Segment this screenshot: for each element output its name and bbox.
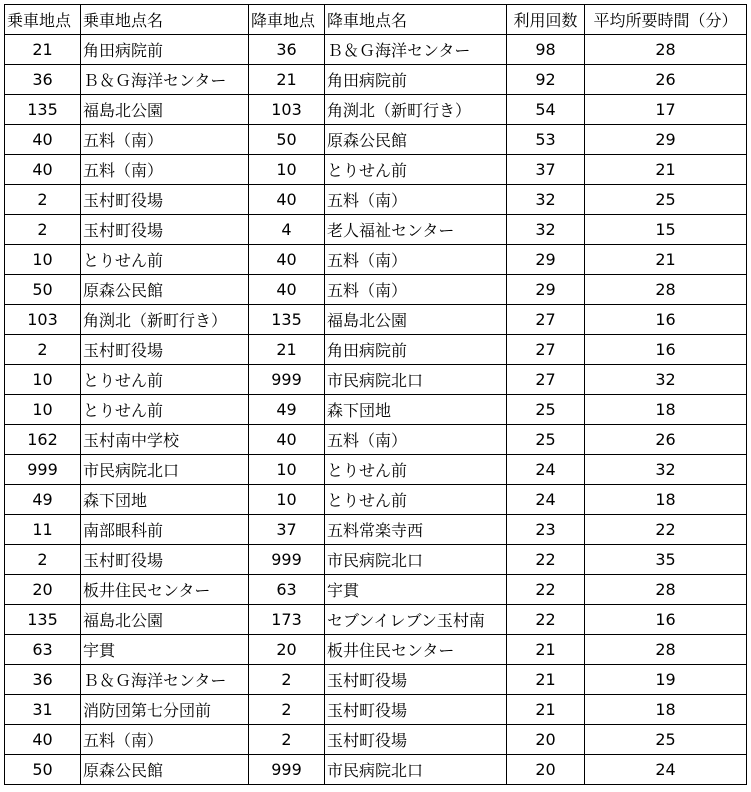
table-body	[5, 35, 747, 785]
cell-boarding-stop-id: 135	[5, 605, 81, 635]
cell-alighting-stop-id: 63	[249, 575, 325, 605]
cell-boarding-stop-id: 36	[5, 665, 81, 695]
cell-average-travel-time: 18	[585, 395, 747, 425]
cell-alighting-stop-name: 原森公民館	[325, 125, 507, 155]
cell-average-travel-time: 32	[585, 365, 747, 395]
table-row	[5, 575, 747, 605]
cell-average-travel-time: 15	[585, 215, 747, 245]
cell-boarding-stop-id: 10	[5, 245, 81, 275]
cell-boarding-stop-name: 角渕北（新町行き）	[81, 305, 249, 335]
table-row	[5, 35, 747, 65]
cell-boarding-stop-id: 50	[5, 275, 81, 305]
cell-boarding-stop-name: 五料（南）	[81, 125, 249, 155]
cell-usage-count: 53	[507, 125, 585, 155]
cell-alighting-stop-id: 37	[249, 515, 325, 545]
cell-boarding-stop-name: 玉村南中学校	[81, 425, 249, 455]
cell-usage-count: 98	[507, 35, 585, 65]
cell-boarding-stop-name: 市民病院北口	[81, 455, 249, 485]
header-boarding-stop-name: 乗車地点名	[81, 5, 249, 35]
cell-alighting-stop-name: Ｂ＆Ｇ海洋センター	[325, 35, 507, 65]
cell-alighting-stop-id: 10	[249, 485, 325, 515]
cell-boarding-stop-id: 103	[5, 305, 81, 335]
cell-alighting-stop-id: 999	[249, 545, 325, 575]
cell-boarding-stop-name: 五料（南）	[81, 725, 249, 755]
cell-average-travel-time: 16	[585, 605, 747, 635]
cell-usage-count: 20	[507, 725, 585, 755]
cell-alighting-stop-id: 36	[249, 35, 325, 65]
cell-alighting-stop-name: 五料常楽寺西	[325, 515, 507, 545]
cell-boarding-stop-name: 角田病院前	[81, 35, 249, 65]
cell-boarding-stop-id: 63	[5, 635, 81, 665]
cell-boarding-stop-id: 10	[5, 365, 81, 395]
cell-usage-count: 22	[507, 605, 585, 635]
cell-average-travel-time: 28	[585, 35, 747, 65]
table-row	[5, 725, 747, 755]
cell-boarding-stop-name: とりせん前	[81, 365, 249, 395]
cell-alighting-stop-name: 角田病院前	[325, 65, 507, 95]
table-row	[5, 215, 747, 245]
cell-boarding-stop-id: 162	[5, 425, 81, 455]
cell-boarding-stop-name: 福島北公園	[81, 95, 249, 125]
cell-alighting-stop-name: 五料（南）	[325, 185, 507, 215]
cell-alighting-stop-name: とりせん前	[325, 485, 507, 515]
cell-usage-count: 23	[507, 515, 585, 545]
cell-usage-count: 54	[507, 95, 585, 125]
table-row	[5, 425, 747, 455]
cell-usage-count: 20	[507, 755, 585, 785]
header-alighting-stop-name: 降車地点名	[325, 5, 507, 35]
cell-alighting-stop-id: 20	[249, 635, 325, 665]
table-row	[5, 155, 747, 185]
table-row	[5, 65, 747, 95]
cell-usage-count: 27	[507, 365, 585, 395]
cell-boarding-stop-id: 2	[5, 545, 81, 575]
cell-usage-count: 32	[507, 185, 585, 215]
table-row	[5, 305, 747, 335]
cell-average-travel-time: 18	[585, 485, 747, 515]
cell-usage-count: 24	[507, 455, 585, 485]
cell-boarding-stop-name: 玉村町役場	[81, 185, 249, 215]
cell-boarding-stop-name: 森下団地	[81, 485, 249, 515]
cell-alighting-stop-name: 市民病院北口	[325, 365, 507, 395]
cell-boarding-stop-name: 消防団第七分団前	[81, 695, 249, 725]
cell-usage-count: 21	[507, 665, 585, 695]
cell-usage-count: 21	[507, 635, 585, 665]
cell-alighting-stop-id: 2	[249, 725, 325, 755]
cell-boarding-stop-id: 2	[5, 185, 81, 215]
cell-boarding-stop-name: 板井住民センター	[81, 575, 249, 605]
table-row	[5, 635, 747, 665]
cell-alighting-stop-name: 角渕北（新町行き）	[325, 95, 507, 125]
cell-alighting-stop-name: とりせん前	[325, 155, 507, 185]
cell-alighting-stop-id: 40	[249, 275, 325, 305]
cell-average-travel-time: 16	[585, 335, 747, 365]
table-row	[5, 185, 747, 215]
cell-alighting-stop-id: 2	[249, 665, 325, 695]
cell-alighting-stop-id: 40	[249, 245, 325, 275]
cell-usage-count: 27	[507, 305, 585, 335]
table-row	[5, 605, 747, 635]
cell-alighting-stop-id: 4	[249, 215, 325, 245]
cell-boarding-stop-name: 宇貫	[81, 635, 249, 665]
cell-alighting-stop-name: 五料（南）	[325, 425, 507, 455]
cell-boarding-stop-id: 40	[5, 155, 81, 185]
cell-alighting-stop-name: 森下団地	[325, 395, 507, 425]
cell-alighting-stop-id: 40	[249, 425, 325, 455]
cell-boarding-stop-name: 玉村町役場	[81, 215, 249, 245]
cell-alighting-stop-name: 角田病院前	[325, 335, 507, 365]
table-row	[5, 665, 747, 695]
cell-boarding-stop-id: 36	[5, 65, 81, 95]
cell-alighting-stop-name: 玉村町役場	[325, 695, 507, 725]
cell-average-travel-time: 21	[585, 155, 747, 185]
bus-usage-table	[4, 4, 747, 785]
cell-alighting-stop-id: 50	[249, 125, 325, 155]
table-row	[5, 545, 747, 575]
cell-average-travel-time: 24	[585, 755, 747, 785]
cell-alighting-stop-id: 21	[249, 65, 325, 95]
cell-average-travel-time: 22	[585, 515, 747, 545]
table-row	[5, 365, 747, 395]
cell-average-travel-time: 26	[585, 65, 747, 95]
cell-boarding-stop-id: 11	[5, 515, 81, 545]
cell-usage-count: 25	[507, 425, 585, 455]
cell-boarding-stop-name: 福島北公園	[81, 605, 249, 635]
header-boarding-stop-id: 乗車地点	[5, 5, 81, 35]
cell-alighting-stop-id: 49	[249, 395, 325, 425]
cell-usage-count: 29	[507, 275, 585, 305]
cell-average-travel-time: 26	[585, 425, 747, 455]
cell-average-travel-time: 17	[585, 95, 747, 125]
cell-average-travel-time: 32	[585, 455, 747, 485]
cell-usage-count: 24	[507, 485, 585, 515]
table-row	[5, 335, 747, 365]
cell-average-travel-time: 25	[585, 185, 747, 215]
table-row	[5, 125, 747, 155]
cell-average-travel-time: 25	[585, 725, 747, 755]
cell-boarding-stop-name: 玉村町役場	[81, 545, 249, 575]
cell-boarding-stop-name: 南部眼科前	[81, 515, 249, 545]
cell-boarding-stop-name: とりせん前	[81, 245, 249, 275]
cell-alighting-stop-id: 40	[249, 185, 325, 215]
cell-usage-count: 22	[507, 575, 585, 605]
header-average-travel-time: 平均所要時間（分）	[585, 5, 747, 35]
cell-alighting-stop-id: 999	[249, 755, 325, 785]
table-row	[5, 95, 747, 125]
header-row	[5, 5, 747, 35]
cell-alighting-stop-name: 宇貫	[325, 575, 507, 605]
cell-alighting-stop-name: 玉村町役場	[325, 725, 507, 755]
cell-boarding-stop-name: Ｂ＆Ｇ海洋センター	[81, 665, 249, 695]
cell-boarding-stop-id: 20	[5, 575, 81, 605]
cell-average-travel-time: 16	[585, 305, 747, 335]
cell-alighting-stop-name: 市民病院北口	[325, 545, 507, 575]
cell-boarding-stop-id: 2	[5, 215, 81, 245]
cell-average-travel-time: 28	[585, 575, 747, 605]
cell-alighting-stop-name: 玉村町役場	[325, 665, 507, 695]
cell-alighting-stop-id: 999	[249, 365, 325, 395]
cell-boarding-stop-name: とりせん前	[81, 395, 249, 425]
cell-alighting-stop-id: 2	[249, 695, 325, 725]
header-alighting-stop-id: 降車地点	[249, 5, 325, 35]
table-row	[5, 245, 747, 275]
cell-boarding-stop-name: Ｂ＆Ｇ海洋センター	[81, 65, 249, 95]
cell-boarding-stop-name: 玉村町役場	[81, 335, 249, 365]
cell-alighting-stop-name: 五料（南）	[325, 245, 507, 275]
cell-boarding-stop-name: 原森公民館	[81, 275, 249, 305]
cell-alighting-stop-name: セブンイレブン玉村南	[325, 605, 507, 635]
table-row	[5, 395, 747, 425]
cell-usage-count: 29	[507, 245, 585, 275]
cell-average-travel-time: 28	[585, 275, 747, 305]
cell-average-travel-time: 21	[585, 245, 747, 275]
cell-usage-count: 21	[507, 695, 585, 725]
table-row	[5, 515, 747, 545]
table-row	[5, 275, 747, 305]
cell-usage-count: 37	[507, 155, 585, 185]
table-row	[5, 455, 747, 485]
cell-average-travel-time: 28	[585, 635, 747, 665]
cell-boarding-stop-id: 2	[5, 335, 81, 365]
cell-alighting-stop-name: 老人福祉センター	[325, 215, 507, 245]
cell-alighting-stop-id: 21	[249, 335, 325, 365]
cell-average-travel-time: 35	[585, 545, 747, 575]
cell-usage-count: 32	[507, 215, 585, 245]
table-row	[5, 485, 747, 515]
cell-alighting-stop-id: 103	[249, 95, 325, 125]
cell-average-travel-time: 19	[585, 665, 747, 695]
cell-average-travel-time: 18	[585, 695, 747, 725]
cell-boarding-stop-id: 999	[5, 455, 81, 485]
cell-alighting-stop-name: 板井住民センター	[325, 635, 507, 665]
cell-alighting-stop-name: 福島北公園	[325, 305, 507, 335]
cell-boarding-stop-id: 40	[5, 125, 81, 155]
cell-alighting-stop-id: 10	[249, 155, 325, 185]
table-row	[5, 755, 747, 785]
cell-boarding-stop-id: 40	[5, 725, 81, 755]
cell-boarding-stop-id: 50	[5, 755, 81, 785]
table-row	[5, 695, 747, 725]
cell-boarding-stop-id: 31	[5, 695, 81, 725]
cell-usage-count: 22	[507, 545, 585, 575]
cell-boarding-stop-name: 五料（南）	[81, 155, 249, 185]
cell-alighting-stop-name: とりせん前	[325, 455, 507, 485]
cell-alighting-stop-name: 五料（南）	[325, 275, 507, 305]
cell-alighting-stop-id: 135	[249, 305, 325, 335]
cell-alighting-stop-name: 市民病院北口	[325, 755, 507, 785]
cell-average-travel-time: 29	[585, 125, 747, 155]
cell-alighting-stop-id: 173	[249, 605, 325, 635]
cell-boarding-stop-id: 21	[5, 35, 81, 65]
cell-boarding-stop-id: 49	[5, 485, 81, 515]
header-usage-count: 利用回数	[507, 5, 585, 35]
cell-boarding-stop-id: 135	[5, 95, 81, 125]
cell-usage-count: 92	[507, 65, 585, 95]
cell-usage-count: 27	[507, 335, 585, 365]
cell-boarding-stop-name: 原森公民館	[81, 755, 249, 785]
cell-boarding-stop-id: 10	[5, 395, 81, 425]
cell-usage-count: 25	[507, 395, 585, 425]
cell-alighting-stop-id: 10	[249, 455, 325, 485]
